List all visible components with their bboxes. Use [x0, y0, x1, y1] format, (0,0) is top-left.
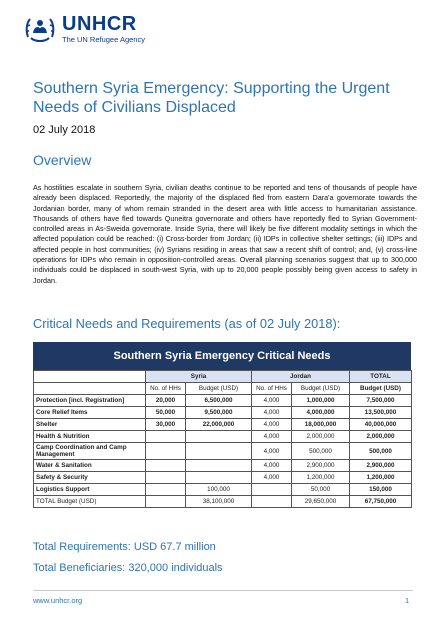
- overview-heading: Overview: [33, 152, 92, 168]
- cell-jordan-budget: 18,000,000: [292, 419, 350, 431]
- critical-needs-table: [33, 342, 411, 508]
- page-number: 1: [405, 596, 410, 605]
- footer-website-link[interactable]: www.unhcr.org: [33, 596, 83, 605]
- logo-name: UNHCR: [62, 13, 137, 36]
- cell-syria-budget: 9,500,000: [186, 407, 252, 419]
- group-header-syria: Syria: [146, 371, 252, 383]
- cell-jordan-hhs: 4,000: [252, 395, 292, 407]
- cell-total-budget: 13,500,000: [350, 407, 412, 419]
- total-beneficiaries: Total Beneficiaries: 320,000 individuals: [33, 562, 223, 574]
- subheader-jordan-hhs: No. of HHs: [252, 383, 292, 395]
- cell-jordan-hhs: 4,000: [252, 407, 292, 419]
- cell-row-label: Water & Sanitation: [34, 460, 146, 472]
- group-header-jordan: Jordan: [252, 371, 350, 383]
- cell-jordan-hhs: 4,000: [252, 419, 292, 431]
- table-group-header-row: [34, 371, 412, 383]
- total-row-syria-hhs: [146, 496, 186, 508]
- cell-total-budget: 40,000,000: [350, 419, 412, 431]
- cell-jordan-budget: 2,900,000: [292, 460, 350, 472]
- cell-jordan-hhs: 4,000: [252, 443, 292, 460]
- cell-syria-hhs: [146, 472, 186, 484]
- cell-syria-budget: 100,000: [186, 484, 252, 496]
- cell-syria-hhs: [146, 443, 186, 460]
- footer-divider: [33, 590, 413, 591]
- cell-row-label: Health & Nutrition: [34, 431, 146, 443]
- critical-needs-heading: Critical Needs and Requirements (as of 02 July 2018):: [33, 316, 341, 331]
- table-row: [34, 419, 412, 431]
- cell-total-budget: 1,200,000: [350, 472, 412, 484]
- cell-jordan-budget: 2,000,000: [292, 431, 350, 443]
- cell-syria-hhs: [146, 484, 186, 496]
- total-row-jordan-budget: 29,650,000: [292, 496, 350, 508]
- cell-jordan-budget: 1,200,000: [292, 472, 350, 484]
- cell-total-budget: 2,000,000: [350, 431, 412, 443]
- cell-syria-budget: [186, 431, 252, 443]
- cell-syria-budget: 6,500,000: [186, 395, 252, 407]
- table-row: [34, 472, 412, 484]
- cell-jordan-budget: 1,000,000: [292, 395, 350, 407]
- table-subheader-row: [34, 383, 412, 395]
- table-row: [34, 484, 412, 496]
- cell-row-label: Safety & Security: [34, 472, 146, 484]
- cell-syria-hhs: 30,000: [146, 419, 186, 431]
- table-row: [34, 443, 412, 460]
- unhcr-emblem-icon: [22, 11, 58, 47]
- cell-total-budget: 150,000: [350, 484, 412, 496]
- needs-grid: [33, 370, 412, 508]
- subheader-jordan-budget: Budget (USD): [292, 383, 350, 395]
- cell-total-budget: 500,000: [350, 443, 412, 460]
- subheader-syria-hhs: No. of HHs: [146, 383, 186, 395]
- cell-total-budget: 2,900,000: [350, 460, 412, 472]
- table-row: [34, 407, 412, 419]
- cell-syria-budget: [186, 443, 252, 460]
- cell-syria-budget: [186, 472, 252, 484]
- group-header-total: TOTAL: [350, 371, 412, 383]
- cell-syria-hhs: [146, 431, 186, 443]
- logo-tagline: The UN Refugee Agency: [62, 35, 145, 45]
- total-requirements: Total Requirements: USD 67.7 million: [33, 541, 216, 553]
- total-row-jordan-hhs: [252, 496, 292, 508]
- cell-syria-budget: [186, 460, 252, 472]
- cell-jordan-hhs: [252, 484, 292, 496]
- table-row: [34, 460, 412, 472]
- cell-jordan-hhs: 4,000: [252, 460, 292, 472]
- table-row: [34, 395, 412, 407]
- cell-syria-budget: 22,000,000: [186, 419, 252, 431]
- cell-syria-hhs: [146, 460, 186, 472]
- page-title: Southern Syria Emergency: Supporting the Urgent Needs of Civilians Displaced: [33, 80, 390, 116]
- cell-jordan-hhs: 4,000: [252, 472, 292, 484]
- table-row: [34, 431, 412, 443]
- table-title: Southern Syria Emergency Critical Needs: [33, 342, 411, 370]
- total-row-syria-budget: 38,100,000: [186, 496, 252, 508]
- cell-row-label: Core Relief Items: [34, 407, 146, 419]
- cell-jordan-hhs: 4,000: [252, 431, 292, 443]
- cell-syria-hhs: 20,000: [146, 395, 186, 407]
- total-row-total-budget: 67,750,000: [350, 496, 412, 508]
- cell-jordan-budget: 500,000: [292, 443, 350, 460]
- overview-paragraph: As hostilities escalate in southern Syria, civilian deaths continue to be reported and tens of thousands of people have already been displaced. Reportedly, the majority of the displaced fled from eastern Dara'a governorate towards the Jordanian border, many of whom remain stranded in the desert area with little access to humanitarian assistance. Thousands of others have fled towards Quneitra governorate and others have reportedly fled to Syrian Government-controlled areas in As-Sweida governorate. Inside Syria, there will likely be five different modality settings in which the affected population could be reached: (i) Cross-border from Jordan; (ii) IDPs in collective shelter settings; (iii) IDPs and affected people in host communities; (iv) Syrians residing in areas that saw a recent shift of control; and, (v) cross-line operations for IDPs who remain in opposition-controlled areas. Overall planning scenarios suggest that up to 300,000 individuals could be displaced in south-west Syria, with up to 20,000 people possibly being given access to safety in Jordan.: [33, 183, 417, 285]
- cell-syria-hhs: 50,000: [146, 407, 186, 419]
- cell-row-label: Logistics Support: [34, 484, 146, 496]
- cell-row-label: Shelter: [34, 419, 146, 431]
- cell-row-label: Camp Coordination and Camp Management: [34, 443, 146, 460]
- cell-jordan-budget: 4,000,000: [292, 407, 350, 419]
- report-date: 02 July 2018: [33, 124, 96, 136]
- table-subheader-blank: [34, 383, 146, 395]
- table-corner-cell: [34, 371, 146, 383]
- cell-jordan-budget: 50,000: [292, 484, 350, 496]
- cell-row-label: Protection [incl. Registration]: [34, 395, 146, 407]
- cell-total-budget: 7,500,000: [350, 395, 412, 407]
- subheader-syria-budget: Budget (USD): [186, 383, 252, 395]
- total-row-label: TOTAL Budget (USD): [34, 496, 146, 508]
- table-total-row: [34, 496, 412, 508]
- unhcr-logo: [22, 8, 182, 50]
- subheader-total-budget: Budget (USD): [350, 383, 412, 395]
